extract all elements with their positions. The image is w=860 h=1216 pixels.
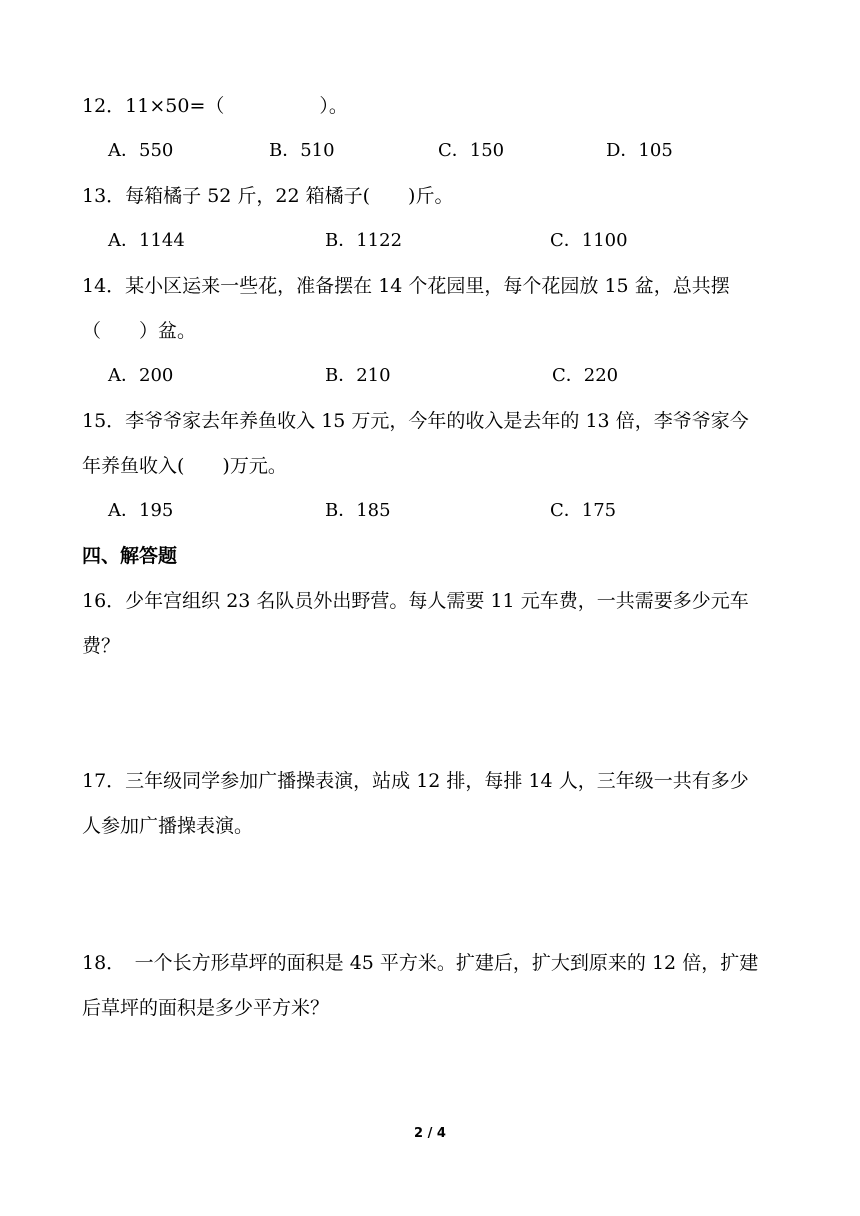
question-14-option-b: B．210 — [325, 365, 391, 386]
problem-16-text-line1: 16．少年宫组织 23 名队员外出野营。每人需要 11 元车费，一共需要多少元车 — [82, 590, 749, 612]
question-15-text-line2: 年养鱼收入( )万元。 — [82, 455, 287, 477]
question-12-option-c: C．150 — [438, 140, 505, 161]
section-heading: 四、解答题 — [82, 545, 178, 567]
question-12-text: 12．11×50=（ ）。 — [82, 95, 348, 117]
question-12-option-b: B．510 — [269, 140, 335, 161]
question-15-text-line1: 15．李爷爷家去年养鱼收入 15 万元，今年的收入是去年的 13 倍，李爷爷家今 — [82, 410, 749, 432]
problem-17-text-line1: 17．三年级同学参加广播操表演，站成 12 排，每排 14 人，三年级一共有多少 — [82, 770, 749, 792]
problem-18-text-line2: 后草坪的面积是多少平方米？ — [82, 997, 330, 1019]
question-15-option-a: A．195 — [108, 500, 174, 521]
page-number: 2 / 4 — [414, 1126, 446, 1141]
question-13-option-a: A．1144 — [108, 230, 185, 251]
question-15-option-c: C．175 — [550, 500, 617, 521]
question-13-option-b: B．1122 — [325, 230, 403, 251]
question-14-text-line2: （ ）盆。 — [82, 320, 197, 342]
question-14-option-a: A．200 — [108, 365, 174, 386]
problem-16-text-line2: 费？ — [82, 635, 121, 657]
question-14-text-line1: 14．某小区运来一些花，准备摆在 14 个花园里，每个花园放 15 盆，总共摆 — [82, 275, 730, 297]
problem-17-text-line2: 人参加广播操表演。 — [82, 815, 254, 837]
question-12-option-d: D．105 — [606, 140, 673, 161]
question-12-option-a: A．550 — [108, 140, 174, 161]
question-13-text: 13．每箱橘子 52 斤，22 箱橘子( )斤。 — [82, 185, 454, 207]
problem-18-text-line1: 18． 一个长方形草坪的面积是 45 平方米。扩建后，扩大到原来的 12 倍，扩建 — [82, 952, 759, 974]
question-14-option-c: C．220 — [552, 365, 619, 386]
question-13-option-c: C．1100 — [550, 230, 628, 251]
question-15-option-b: B．185 — [325, 500, 391, 521]
